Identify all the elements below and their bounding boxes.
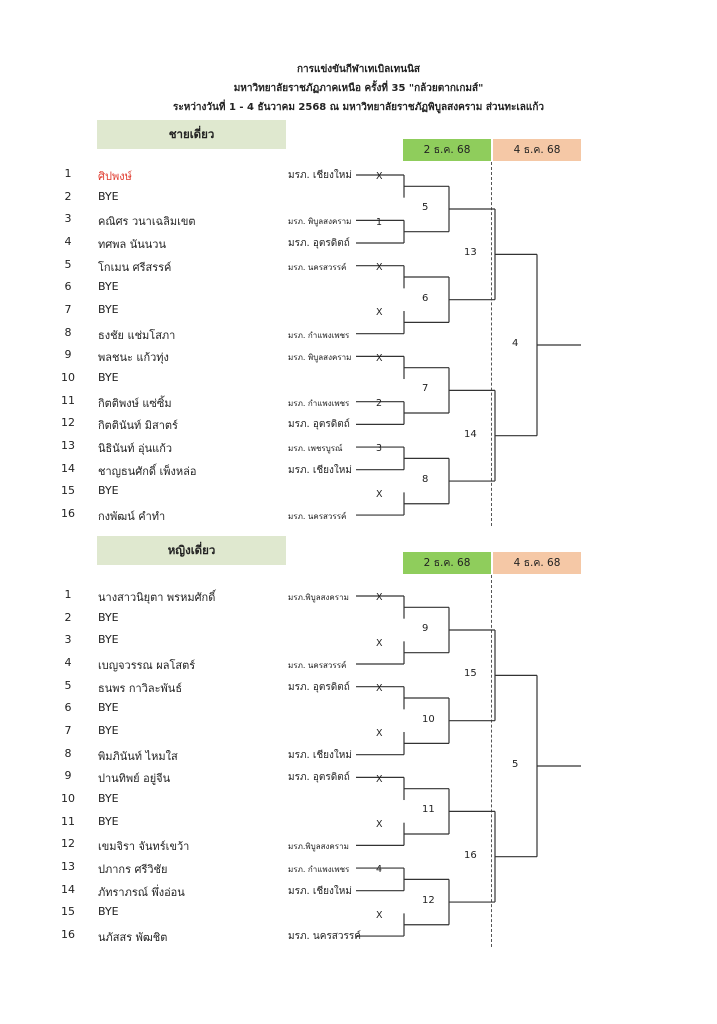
player-name: ภัทราภรณ์ พึ่งอ่อน xyxy=(98,885,185,899)
seed-number: 2 xyxy=(64,610,72,624)
player-name: BYE xyxy=(98,303,119,317)
seed-number: 11 xyxy=(61,393,75,407)
university: มรภ. เชียงใหม่ xyxy=(288,749,352,761)
r3-match-label: 15 xyxy=(464,668,477,680)
university: มรภ. นครสวรรค์ xyxy=(288,661,347,670)
player-name: BYE xyxy=(98,610,119,624)
seed-number: 2 xyxy=(64,189,72,203)
seed-number: 7 xyxy=(64,724,72,738)
university: มรภ. กำแพงเพชร xyxy=(288,865,350,875)
seed-number: 8 xyxy=(64,325,72,339)
seed-number: 16 xyxy=(61,928,75,942)
player-name: พิมภินันท์ ไหมใส xyxy=(98,749,178,763)
university: มรภ. นครสวรรค์ xyxy=(288,931,361,943)
r1-match-label: X xyxy=(376,488,383,500)
seed-number: 3 xyxy=(64,212,72,226)
r1-match-label: 2 xyxy=(376,398,383,410)
r2-match-label: 10 xyxy=(422,713,435,725)
r1-match-label: X xyxy=(376,773,383,785)
seed-number: 4 xyxy=(64,235,72,248)
university: มรภ. อุตรดิตถ์ xyxy=(288,419,350,431)
r2-match-label: 8 xyxy=(422,474,429,486)
seed-number: 6 xyxy=(64,701,72,715)
player-name: BYE xyxy=(98,189,119,203)
player-name: นิธินันท์ อุ่นแก้ว xyxy=(98,442,173,456)
seed-number: 12 xyxy=(61,837,75,851)
seed-number: 11 xyxy=(61,814,75,828)
player-name: BYE xyxy=(98,701,119,715)
university: มรภ.พิบูลสงคราม xyxy=(288,842,349,852)
university: มรภ. เพชรบูรณ์ xyxy=(288,444,343,454)
player-name: กิตตินันท์ มิสาตร์ xyxy=(98,419,178,433)
header-line-1: การแข่งขันกีฬาเทเบิลเทนนิส xyxy=(296,64,421,75)
header-line-3: ระหว่างวันที่ 1 - 4 ธันวาคม 2568 ณ มหาวิทยาลัยราชภัฏพิบูลสงคราม ส่วนทะเลแก้ว xyxy=(172,102,544,113)
r1-match-label: X xyxy=(376,909,383,921)
player-name: พลชนะ แก้วทุ่ง xyxy=(98,351,169,365)
player-name: BYE xyxy=(98,280,119,294)
university: มรภ. เชียงใหม่ xyxy=(288,170,352,181)
women-date-final: 4 ธ.ค. 68 xyxy=(493,552,581,574)
player-name: BYE xyxy=(98,484,119,498)
r2-match-label: 9 xyxy=(422,623,429,634)
r2-match-label: 12 xyxy=(422,895,435,907)
player-name: BYE xyxy=(98,724,119,738)
player-name: BYE xyxy=(98,371,119,385)
player-name: BYE xyxy=(98,905,119,919)
university: มรภ. เชียงใหม่ xyxy=(288,464,352,476)
player-name: ทศพล นันนวน xyxy=(98,238,166,251)
r1-match-label: 4 xyxy=(376,864,383,876)
seed-number: 13 xyxy=(61,439,75,453)
player-name: คณิศร วนาเฉลิมเขต xyxy=(98,215,196,229)
seed-number: 5 xyxy=(64,678,72,692)
final-match-label: 5 xyxy=(512,759,519,771)
university: มรภ. เชียงใหม่ xyxy=(288,885,352,897)
r3-match-label: 14 xyxy=(464,428,477,440)
player-name: นภัสสร พัฒชิต xyxy=(98,931,168,945)
university: มรภ. กำแพงเพชร xyxy=(288,330,350,340)
university: มรภ. อุตรดิตถ์ xyxy=(288,681,350,693)
men-date-round1: 2 ธ.ค. 68 xyxy=(403,139,491,161)
university: มรภ. พิบูลสงคราม xyxy=(288,217,352,227)
player-name: เขมจิรา จันทร์เขว้า xyxy=(98,840,190,854)
seed-number: 10 xyxy=(61,371,75,385)
r2-match-label: 11 xyxy=(422,804,435,816)
r2-match-label: 7 xyxy=(422,383,429,395)
r1-match-label: X xyxy=(376,262,383,273)
seed-number: 16 xyxy=(61,507,75,521)
r1-match-label: 3 xyxy=(376,443,383,455)
university: มรภ. อุตรดิตถ์ xyxy=(288,238,350,249)
r3-match-label: 13 xyxy=(464,247,477,259)
seed-number: 3 xyxy=(64,633,72,647)
player-name: ศิปพงษ์ xyxy=(98,170,132,183)
r1-match-label: 1 xyxy=(376,216,383,228)
r1-match-label: X xyxy=(376,819,383,831)
player-name: เบญจวรรณ ผลโสตร์ xyxy=(98,659,196,672)
player-name: ชาญธนศักดิ์ เพ็งหล่อ xyxy=(98,464,197,478)
seed-number: 14 xyxy=(61,882,75,896)
women-section-title: หญิงเดี่ยว xyxy=(97,536,286,565)
seed-number: 10 xyxy=(61,792,75,806)
seed-number: 9 xyxy=(64,769,72,783)
men-date-final: 4 ธ.ค. 68 xyxy=(493,139,581,161)
university: มรภ. พิบูลสงคราม xyxy=(288,353,352,363)
r1-match-label: X xyxy=(376,683,383,694)
r1-match-label: X xyxy=(376,637,383,649)
university: มรภ.พิบูลสงคราม xyxy=(288,593,349,602)
player-name: ปภากร ศรีวิชัย xyxy=(98,863,168,877)
player-name: ธนพร กาวิละพันธ์ xyxy=(98,681,183,695)
player-name: ปานทิพย์ อยู่จีน xyxy=(98,772,171,786)
r1-match-label: X xyxy=(376,592,383,604)
women-date-round1: 2 ธ.ค. 68 xyxy=(403,552,491,574)
seed-number: 15 xyxy=(61,484,75,498)
university: มรภ. นครสวรรค์ xyxy=(288,262,347,272)
university: มรภ. กำแพงเพชร xyxy=(288,398,350,408)
player-name: ธงชัย แช่มโสภา xyxy=(98,328,176,342)
seed-number: 9 xyxy=(64,348,72,362)
r1-match-label: X xyxy=(376,307,383,319)
men-section-title: ชายเดี่ยว xyxy=(97,120,286,149)
player-name: กงพัฒน์ คำทำ xyxy=(98,510,166,524)
player-name: นางสาวนิยุตา พรหมศักดิ์ xyxy=(98,591,216,604)
seed-number: 15 xyxy=(61,905,75,919)
seed-number: 14 xyxy=(61,461,75,475)
r1-match-label: X xyxy=(376,171,383,183)
r3-match-label: 16 xyxy=(464,849,477,861)
seed-number: 1 xyxy=(64,167,72,180)
university: มรภ. นครสวรรค์ xyxy=(288,512,347,522)
seed-number: 1 xyxy=(64,588,72,601)
seed-number: 13 xyxy=(61,860,75,874)
player-name: BYE xyxy=(98,814,119,828)
player-name: BYE xyxy=(98,792,119,806)
player-name: กิตติพงษ์ แซ่ซิ้ม xyxy=(98,396,172,410)
r1-match-label: X xyxy=(376,728,383,740)
final-match-label: 4 xyxy=(512,338,519,350)
seed-number: 5 xyxy=(64,257,72,271)
university: มรภ. อุตรดิตถ์ xyxy=(288,772,350,784)
r2-match-label: 5 xyxy=(422,202,429,213)
player-name: โกเมน ศรีสรรค์ xyxy=(98,260,172,274)
seed-number: 12 xyxy=(61,416,75,430)
r1-match-label: X xyxy=(376,352,383,364)
player-name: BYE xyxy=(98,633,119,647)
seed-number: 7 xyxy=(64,303,72,317)
r2-match-label: 6 xyxy=(422,292,429,304)
header-line-2: มหาวิทยาลัยราชภัฏภาคเหนือ ครั้งที่ 35 "กล้วยตากเกมส์" xyxy=(233,83,484,94)
seed-number: 6 xyxy=(64,280,72,294)
seed-number: 4 xyxy=(64,656,72,669)
seed-number: 8 xyxy=(64,746,72,760)
